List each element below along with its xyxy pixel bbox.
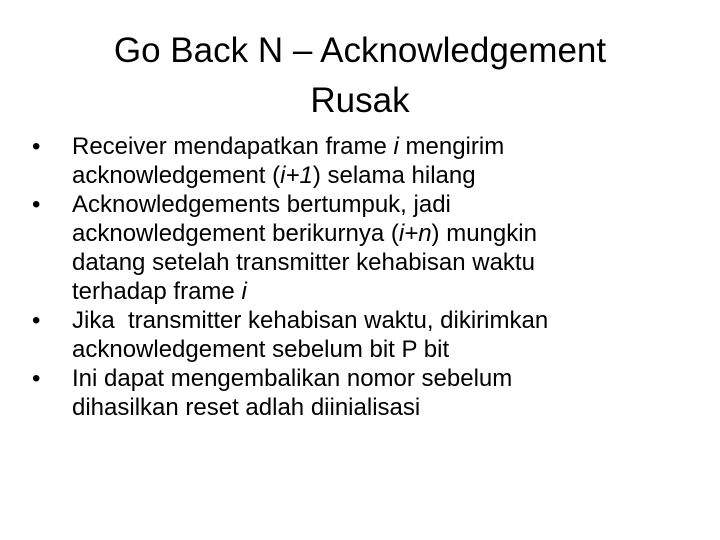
text-run: mengirim [398,133,505,160]
bullet-item [32,364,672,422]
italic-text-run: i [393,133,399,160]
text-run: acknowledgement sebelum bit P bit [72,336,450,363]
bullet-list [32,132,672,422]
bullet-line [72,277,672,306]
bullet-marker: • [32,191,41,218]
bullet-line [72,364,672,393]
text-run: Ini dapat mengembalikan nomor sebelum [72,365,513,392]
italic-text-run: i [241,278,247,305]
bullet-item [32,190,672,306]
bullet-line [72,306,672,335]
bullet-line [72,248,672,277]
text-run: acknowledgement berikurnya ( [72,220,399,247]
slide-title [40,26,680,126]
text-run: Receiver mendapatkan frame [72,133,394,160]
text-run: ) mungkin [431,220,537,247]
bullet-item [32,306,672,364]
bullet-line [72,190,672,219]
bullet-line [72,393,672,422]
bullet-line [72,219,672,248]
text-run: ) selama hilang [312,162,476,189]
bullet-line [72,335,672,364]
title-line-2: Rusak [310,81,410,120]
bullet-marker: • [32,133,41,160]
bullet-item [32,132,672,190]
title-line-1: Go Back N – Acknowledgement [113,31,607,70]
text-run: datang setelah transmitter kehabisan waktu [72,249,535,276]
italic-text-run: i+n [398,220,432,247]
italic-text-run: i+1 [280,162,313,189]
text-run: Jika transmitter kehabisan waktu, dikirimkan [72,307,549,334]
text-run: acknowledgement ( [72,162,281,189]
text-run: terhadap frame [72,278,242,305]
text-run: dihasilkan reset adlah diinialisasi [72,394,421,421]
bullet-marker: • [32,307,41,334]
bullet-line [72,132,672,161]
text-run: Acknowledgements bertumpuk, jadi [72,191,451,218]
bullet-marker: • [32,365,41,392]
bullet-line [72,161,672,190]
